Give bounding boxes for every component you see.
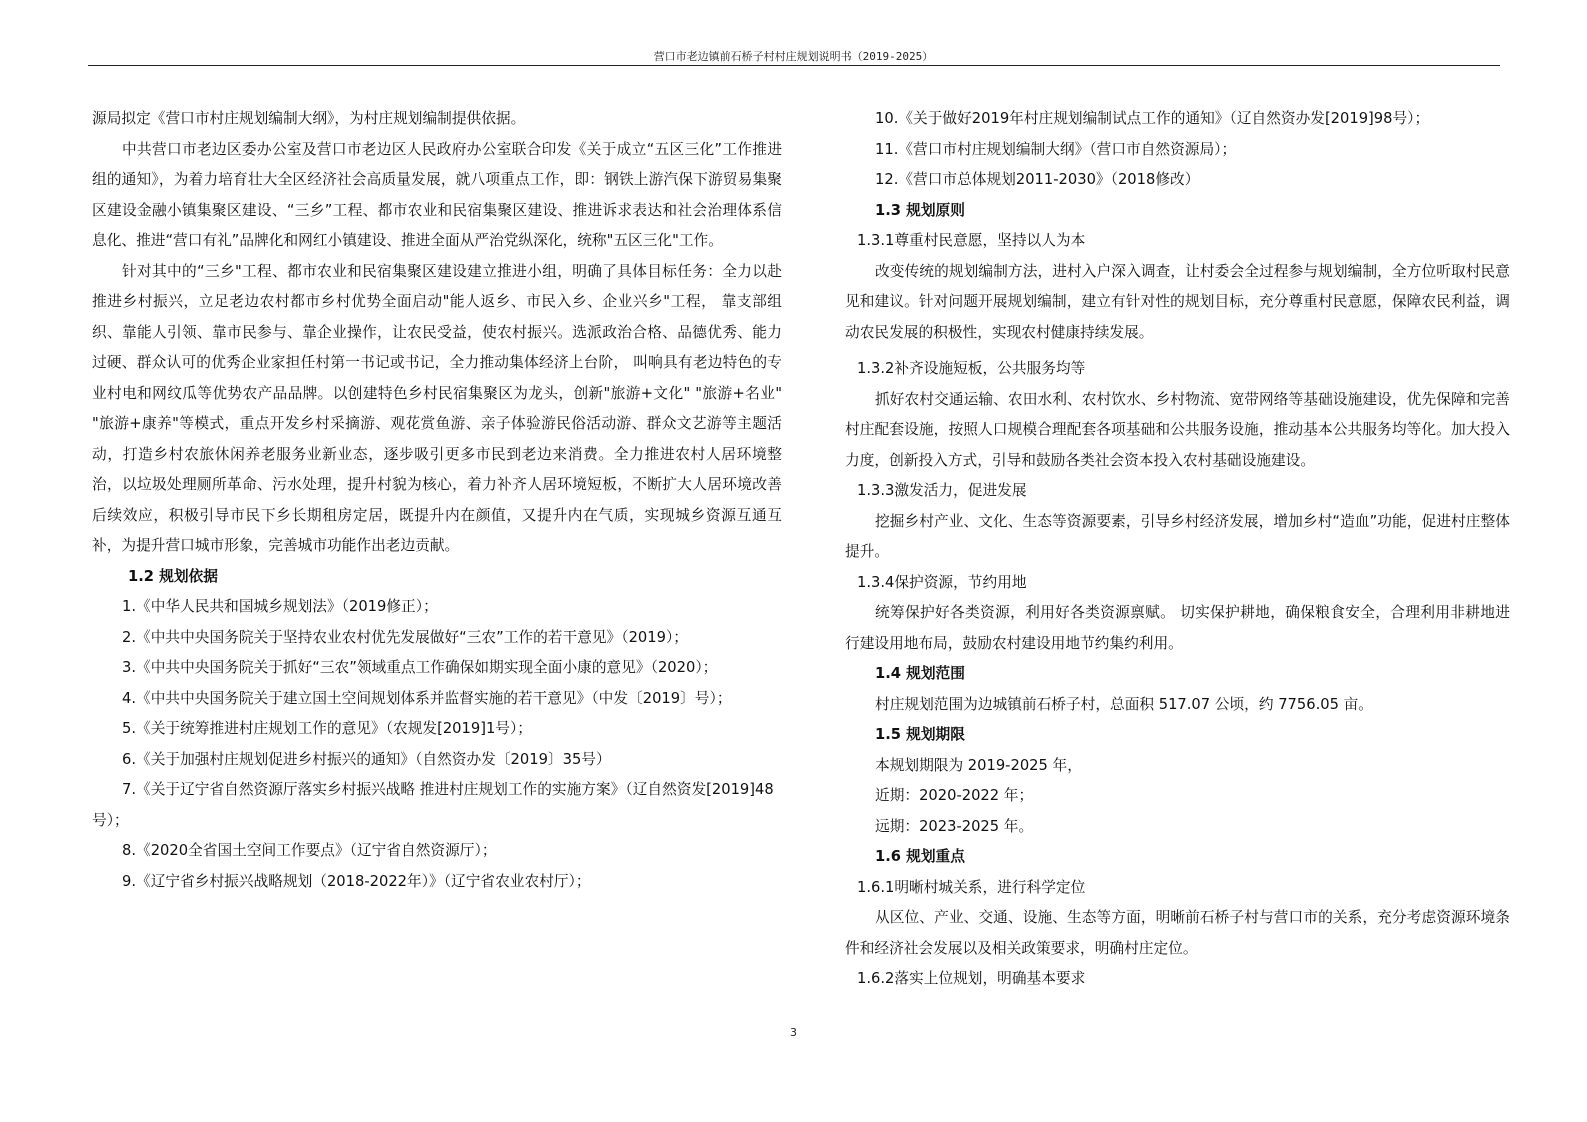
right-column xyxy=(845,104,1510,995)
paragraph-1-5-near: 近期：2020-2022 年； xyxy=(875,787,1034,804)
basis-item-7: 7.《关于辽宁省自然资源厅落实乡村振兴战略 推进村庄规划工作的实施方案》（辽自然资发[2019]48号）； xyxy=(92,781,774,829)
header-rule xyxy=(88,65,1500,66)
basis-item-12: 12.《营口市总体规划2011-2030》（2018修改） xyxy=(875,171,1200,188)
paragraph-targets: 针对其中的“三乡"工程、都市农业和民宿集聚区建设建立推进小组，明确了具体目标任务：全力以赴推进乡村振兴，立足老边农村都市乡村优势全面启动"能人返乡、市民入乡、企业兴乡"工程， 靠支部组织、靠能人引领、靠市民参与、靠企业操作，让农民受益，使农村振兴。选派政治合格、品德优秀、能力过硬、群众认可的优秀企业家担任村第一书记或书记，全力推动集体经济上台阶， 叫响具有老边特色的专业村电和网纹瓜等优势农产品品牌。以创建特色乡村民宿集聚区为龙头，创新"旅游+文化" "旅游+名业" "旅游+康养"等模式，重点开发乡村采摘游、观花赏鱼游、亲子体验游民俗活动游、群众文艺游等主题活动，打造乡村农旅休闲养老服务业新业态，逐步吸引更多市民到老边来消费。全力推进农村人居环境整治，以垃圾处理厕所革命、污水处理，提升村貌为核心，着力补齐人居环境短板，不断扩大人居环境改善后续效应，积极引导市民下乡长期租房定居，既提升内在颜值，又提升内在气质，实现城乡资源互通互补，为提升营口城市形象，完善城市功能作出老边贡献。 xyxy=(92,262,782,554)
paragraph-1-4: 村庄规划范围为边城镇前石桥子村，总面积 517.07 公顷，约 7756.05 亩。 xyxy=(875,695,1373,713)
paragraph-1-3-3: 挖掘乡村产业、文化、生态等资源要素，引导乡村经济发展，增加乡村“造血”功能，促进村庄整体提升。 xyxy=(845,512,1510,560)
subheading-1-3-2: 1.3.2补齐设施短板，公共服务均等 xyxy=(857,360,1086,377)
subheading-1-6-1: 1.6.1明晰村城关系，进行科学定位 xyxy=(857,878,1086,896)
basis-item-2: 2.《中共中央国务院关于坚持农业农村优先发展做好“三农”工作的若干意见》（2019）； xyxy=(122,628,688,646)
basis-item-3: 3.《中共中央国务院关于抓好“三农”领域重点工作确保如期实现全面小康的意见》（2020）； xyxy=(122,659,718,676)
basis-item-8: 8.《2020全省国土空间工作要点》（辽宁省自然资源厅）； xyxy=(122,842,497,859)
basis-item-9: 9.《辽宁省乡村振兴战略规划（2018-2022年）》（辽宁省农业农村厅）； xyxy=(122,872,591,890)
basis-item-10: 10.《关于做好2019年村庄规划编制试点工作的通知》（辽自然资办发[2019]98号）； xyxy=(875,110,1430,127)
left-column xyxy=(92,104,782,897)
paragraph-intro: 源局拟定《营口市村庄规划编制大纲》，为村庄规划编制提供依据。 xyxy=(92,110,526,127)
heading-1-5: 1.5 规划期限 xyxy=(875,726,965,743)
page-number: 3 xyxy=(790,1026,797,1039)
subheading-1-3-1: 1.3.1尊重村民意愿，坚持以人为本 xyxy=(857,232,1086,249)
basis-item-5: 5.《关于统筹推进村庄规划工作的意见》（农规发[2019]1号）； xyxy=(122,720,532,737)
basis-item-4: 4.《中共中央国务院关于建立国土空间规划体系并监督实施的若干意见》（中发〔2019〕号）； xyxy=(122,689,732,707)
paragraph-1-3-4: 统筹保护好各类资源，利用好各类资源禀赋。 切实保护耕地，确保粮食安全，合理利用非耕地进行建设用地布局，鼓励农村建设用地节约集约利用。 xyxy=(845,604,1510,652)
basis-item-6: 6.《关于加强村庄规划促进乡村振兴的通知》（自然资办发〔2019〕35号） xyxy=(122,750,611,768)
paragraph-five-zones: 中共营口市老边区委办公室及营口市老边区人民政府办公室联合印发《关于成立“五区三化”工作推进组的通知》，为着力培育壮大全区经济社会高质量发展，就八项重点工作，即：钢铁上游汽保下游贸易集聚区建设金融小镇集聚区建设、“三乡”工程、都市农业和民宿集聚区建设、推进诉求表达和社会治理体系信息化、推进“营口有礼”品牌化和网红小镇建设、推进全面从严治党纵深化，统称"五区三化"工作。 xyxy=(92,140,782,249)
paragraph-1-5-far: 远期：2023-2025 年。 xyxy=(875,817,1034,835)
subheading-1-6-2: 1.6.2落实上位规划，明确基本要求 xyxy=(857,970,1086,987)
heading-1-6: 1.6 规划重点 xyxy=(875,848,965,865)
running-header: 营口市老边镇前石桥子村村庄规划说明书（2019-2025） xyxy=(653,50,934,63)
subheading-1-3-3: 1.3.3激发活力，促进发展 xyxy=(857,482,1027,499)
subheading-1-3-4: 1.3.4保护资源，节约用地 xyxy=(857,573,1027,591)
paragraph-1-6-1: 从区位、产业、交通、设施、生态等方面，明晰前石桥子村与营口市的关系，充分考虑资源环境条件和经济社会发展以及相关政策要求，明确村庄定位。 xyxy=(845,909,1510,957)
paragraph-1-5-period: 本规划期限为 2019-2025 年， xyxy=(875,756,1082,774)
heading-1-3: 1.3 规划原则 xyxy=(875,201,965,219)
basis-item-1: 1.《中华人民共和国城乡规划法》（2019修正）； xyxy=(122,598,438,615)
heading-1-4: 1.4 规划范围 xyxy=(875,665,965,682)
heading-1-2: 1.2 规划依据 xyxy=(128,567,218,585)
basis-item-11: 11.《营口市村庄规划编制大纲》（营口市自然资源局）； xyxy=(875,140,1237,158)
paragraph-1-3-2: 抓好农村交通运输、农田水利、农村饮水、乡村物流、宽带网络等基础设施建设，优先保障和完善村庄配套设施，按照人口规模合理配套各项基础和公共服务设施，推动基本公共服务均等化。加大投入力度，创新投入方式，引导和鼓励各类社会资本投入农村基础设施建设。 xyxy=(845,390,1510,469)
paragraph-1-3-1: 改变传统的规划编制方法，进村入户深入调查，让村委会全过程参与规划编制，全方位听取村民意见和建议。针对问题开展规划编制，建立有针对性的规划目标，充分尊重村民意愿，保障农民利益，调动农民发展的积极性，实现农村健康持续发展。 xyxy=(845,262,1510,341)
